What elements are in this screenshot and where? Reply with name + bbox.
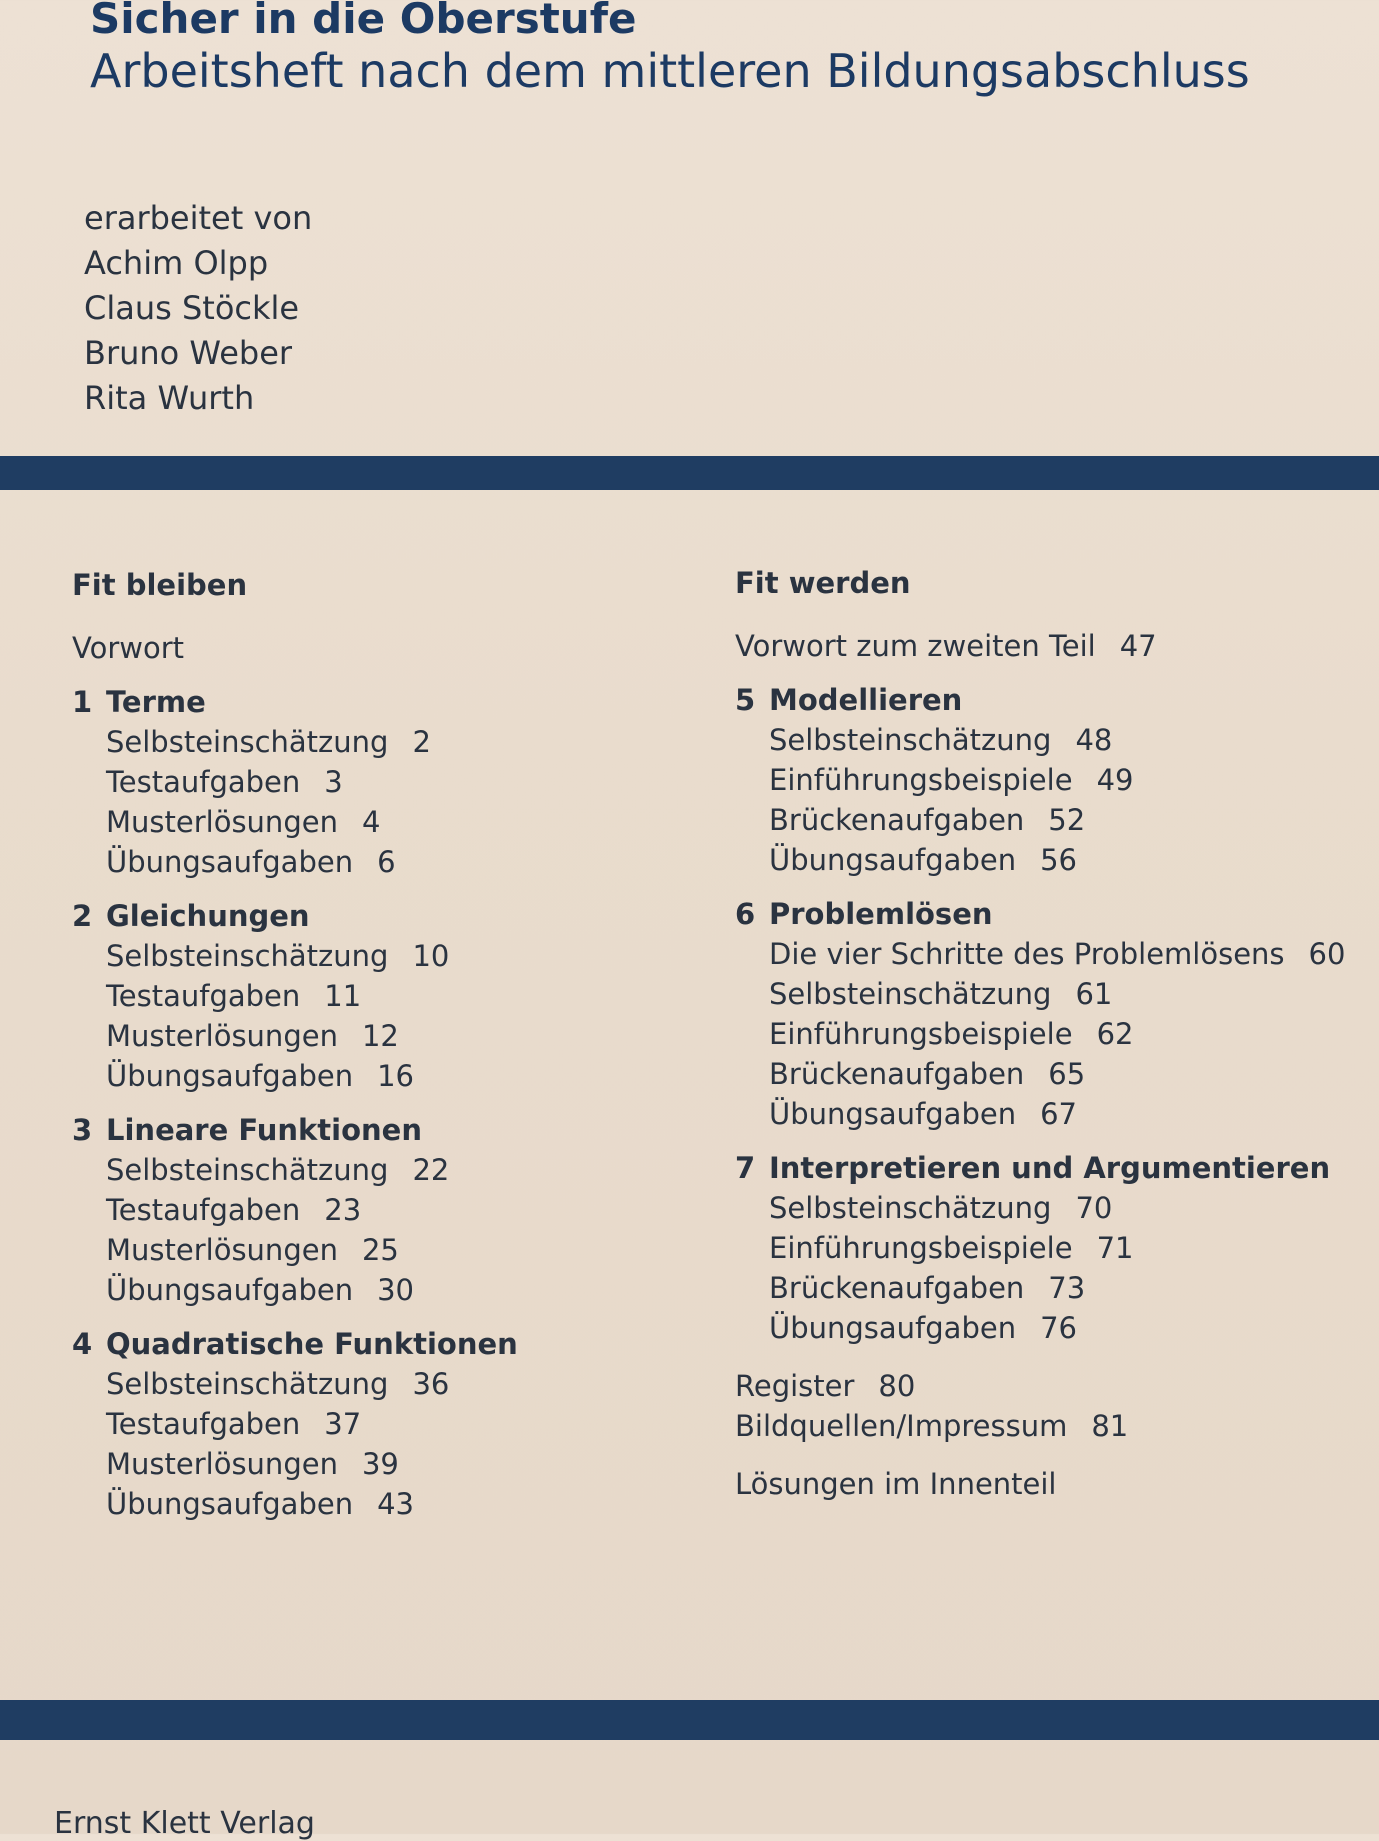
toc-chapter-1 bbox=[72, 682, 518, 882]
entry-page: 11 bbox=[324, 979, 362, 1013]
entry-page: 81 bbox=[1091, 1409, 1129, 1443]
entry-label: Vorwort zum zweiten Teil bbox=[735, 629, 1096, 663]
entry-page: 67 bbox=[1040, 1097, 1077, 1131]
entry-page: 48 bbox=[1075, 723, 1113, 757]
entry-page: 71 bbox=[1096, 1231, 1134, 1265]
toc-entry bbox=[72, 1364, 518, 1404]
chapter-title-text: Terme bbox=[106, 685, 206, 719]
entry-page: 23 bbox=[324, 1193, 362, 1227]
chapter-number: 2 bbox=[72, 899, 93, 933]
book-title: Sicher in die Oberstufe bbox=[90, 0, 637, 43]
toc-entry bbox=[72, 976, 518, 1016]
spacer bbox=[735, 1446, 1345, 1464]
toc-entry bbox=[735, 934, 1345, 974]
chapter-number: 3 bbox=[72, 1113, 93, 1147]
entry-page: 52 bbox=[1048, 803, 1086, 837]
toc-entry-preface: Vorwort bbox=[72, 631, 185, 665]
author-name: Bruno Weber bbox=[84, 334, 293, 372]
chapter-title-text: Problemlösen bbox=[769, 897, 993, 931]
top-divider-band bbox=[0, 456, 1379, 490]
toc-entry bbox=[72, 1404, 518, 1444]
chapter-title-text: Modellieren bbox=[769, 683, 963, 717]
entry-label: Übungsaufgaben bbox=[769, 843, 1017, 877]
entry-label: Einführungsbeispiele bbox=[769, 1017, 1073, 1051]
entry-label: Selbsteinschätzung bbox=[106, 725, 389, 759]
toc-chapter-4 bbox=[72, 1324, 518, 1524]
entry-label: Selbsteinschätzung bbox=[769, 1191, 1052, 1225]
toc-entry bbox=[72, 762, 518, 802]
chapter-title bbox=[72, 1110, 518, 1150]
toc-entry bbox=[72, 936, 518, 976]
toc-entry-preface-two bbox=[735, 626, 1345, 666]
entry-page: 37 bbox=[324, 1407, 362, 1441]
entry-label: Selbsteinschätzung bbox=[106, 1153, 389, 1187]
entry-label: Die vier Schritte des Problemlösens bbox=[769, 937, 1285, 971]
entry-label: Übungsaufgaben bbox=[769, 1311, 1017, 1345]
chapter-title bbox=[735, 894, 1345, 934]
entry-page: 3 bbox=[324, 765, 343, 799]
entry-label: Brückenaufgaben bbox=[769, 1271, 1025, 1305]
entry-label: Testaufgaben bbox=[106, 1407, 301, 1441]
chapter-title-text: Quadratische Funktionen bbox=[106, 1327, 518, 1361]
toc-entry bbox=[72, 842, 518, 882]
chapter-title-text: Interpretieren und Argumentieren bbox=[769, 1151, 1331, 1185]
toc-entry bbox=[72, 1150, 518, 1190]
entry-label: Musterlösungen bbox=[106, 1233, 338, 1267]
entry-page: 65 bbox=[1048, 1057, 1086, 1091]
toc-entry bbox=[72, 1444, 518, 1484]
entry-page: 47 bbox=[1119, 629, 1157, 663]
toc-right-column bbox=[735, 566, 1345, 1504]
toc-entry bbox=[72, 1484, 518, 1524]
entry-page: 76 bbox=[1040, 1311, 1077, 1345]
toc-entry bbox=[735, 974, 1345, 1014]
entry-page: 36 bbox=[412, 1367, 450, 1401]
bottom-divider-band bbox=[0, 1700, 1379, 1740]
entry-page: 43 bbox=[377, 1487, 414, 1521]
entry-label: Musterlösungen bbox=[106, 1447, 338, 1481]
entry-page: 73 bbox=[1048, 1271, 1086, 1305]
toc-entry bbox=[735, 720, 1345, 760]
toc-entry bbox=[72, 1230, 518, 1270]
entry-page: 80 bbox=[878, 1369, 916, 1403]
entry-page: 56 bbox=[1040, 843, 1077, 877]
entry-page: 49 bbox=[1096, 763, 1134, 797]
toc-entry bbox=[735, 1188, 1345, 1228]
entry-label: Brückenaufgaben bbox=[769, 803, 1025, 837]
entry-label: Selbsteinschätzung bbox=[106, 1367, 389, 1401]
chapter-title bbox=[72, 682, 518, 722]
entry-page: 22 bbox=[412, 1153, 450, 1187]
entry-page: 4 bbox=[361, 805, 381, 839]
entry-page: 2 bbox=[412, 725, 431, 759]
entry-label: Bildquellen/Impressum bbox=[735, 1409, 1068, 1443]
entry-label: Musterlösungen bbox=[106, 1019, 338, 1053]
entry-page: 62 bbox=[1096, 1017, 1134, 1051]
chapter-number: 6 bbox=[735, 897, 756, 931]
entry-label: Testaufgaben bbox=[106, 979, 301, 1013]
authors-block bbox=[84, 196, 312, 421]
toc-left-column bbox=[72, 568, 518, 1524]
entry-label: Selbsteinschätzung bbox=[769, 977, 1052, 1011]
toc-entry-register bbox=[735, 1366, 1345, 1406]
toc-chapter-6 bbox=[735, 894, 1345, 1134]
entry-label: Einführungsbeispiele bbox=[769, 763, 1073, 797]
chapter-number: 4 bbox=[72, 1327, 93, 1361]
entry-page: 61 bbox=[1075, 977, 1113, 1011]
toc-entry bbox=[735, 1228, 1345, 1268]
chapter-number: 7 bbox=[735, 1151, 756, 1185]
entry-label: Brückenaufgaben bbox=[769, 1057, 1025, 1091]
entry-label: Selbsteinschätzung bbox=[106, 939, 389, 973]
entry-page: 6 bbox=[377, 845, 396, 879]
section-heading-fit-bleiben: Fit bleiben bbox=[72, 568, 248, 602]
toc-entry bbox=[735, 1054, 1345, 1094]
toc-entry bbox=[735, 1014, 1345, 1054]
entry-label: Testaufgaben bbox=[106, 765, 301, 799]
toc-entry bbox=[72, 1190, 518, 1230]
entry-label: Übungsaufgaben bbox=[106, 1059, 354, 1093]
toc-entry bbox=[735, 1268, 1345, 1308]
entry-label: Selbsteinschätzung bbox=[769, 723, 1052, 757]
chapter-title-text: Gleichungen bbox=[106, 899, 310, 933]
entry-page: 10 bbox=[412, 939, 450, 973]
entry-label: Übungsaufgaben bbox=[769, 1097, 1017, 1131]
entry-page: 30 bbox=[377, 1273, 414, 1307]
chapter-title bbox=[72, 896, 518, 936]
toc-entry bbox=[735, 840, 1345, 880]
chapter-number: 1 bbox=[72, 685, 93, 719]
chapter-title bbox=[72, 1324, 518, 1364]
toc-chapter-2 bbox=[72, 896, 518, 1096]
entry-label: Einführungsbeispiele bbox=[769, 1231, 1073, 1265]
toc-chapter-7 bbox=[735, 1148, 1345, 1348]
toc-entry-credits bbox=[735, 1406, 1345, 1446]
entry-label: Register bbox=[735, 1369, 855, 1403]
author-name: Claus Stöckle bbox=[84, 289, 300, 327]
toc-entry bbox=[735, 1308, 1345, 1348]
chapter-title bbox=[735, 1148, 1345, 1188]
toc-entry bbox=[72, 1056, 518, 1096]
toc-chapter-3 bbox=[72, 1110, 518, 1310]
toc-entry bbox=[72, 802, 518, 842]
entry-label: Testaufgaben bbox=[106, 1193, 301, 1227]
entry-page: 12 bbox=[361, 1019, 399, 1053]
entry-label: Übungsaufgaben bbox=[106, 1273, 354, 1307]
toc-chapter-5 bbox=[735, 680, 1345, 880]
entry-label: Übungsaufgaben bbox=[106, 845, 354, 879]
spacer bbox=[735, 1348, 1345, 1366]
chapter-title bbox=[735, 680, 1345, 720]
entry-label: Übungsaufgaben bbox=[106, 1487, 354, 1521]
author-name: Achim Olpp bbox=[84, 244, 269, 282]
entry-page: 16 bbox=[377, 1059, 414, 1093]
entry-page: 70 bbox=[1075, 1191, 1113, 1225]
author-name: Rita Wurth bbox=[84, 379, 255, 417]
entry-label: Musterlösungen bbox=[106, 805, 338, 839]
toc-entry bbox=[735, 1094, 1345, 1134]
chapter-title-text: Lineare Funktionen bbox=[106, 1113, 422, 1147]
toc-entry bbox=[72, 1016, 518, 1056]
book-subtitle: Arbeitsheft nach dem mittleren Bildungsabschluss bbox=[90, 44, 1250, 98]
toc-entry-solutions: Lösungen im Innenteil bbox=[735, 1467, 1057, 1501]
authors-intro: erarbeitet von bbox=[84, 199, 313, 237]
chapter-number: 5 bbox=[735, 683, 756, 717]
entry-page: 60 bbox=[1308, 937, 1346, 971]
toc-entry bbox=[72, 722, 518, 762]
toc-entry bbox=[735, 800, 1345, 840]
toc-entry bbox=[72, 1270, 518, 1310]
section-heading-fit-werden: Fit werden bbox=[735, 566, 911, 600]
entry-page: 39 bbox=[361, 1447, 399, 1481]
toc-entry bbox=[735, 760, 1345, 800]
publisher-name: Ernst Klett Verlag bbox=[54, 1806, 315, 1841]
entry-page: 25 bbox=[361, 1233, 399, 1267]
